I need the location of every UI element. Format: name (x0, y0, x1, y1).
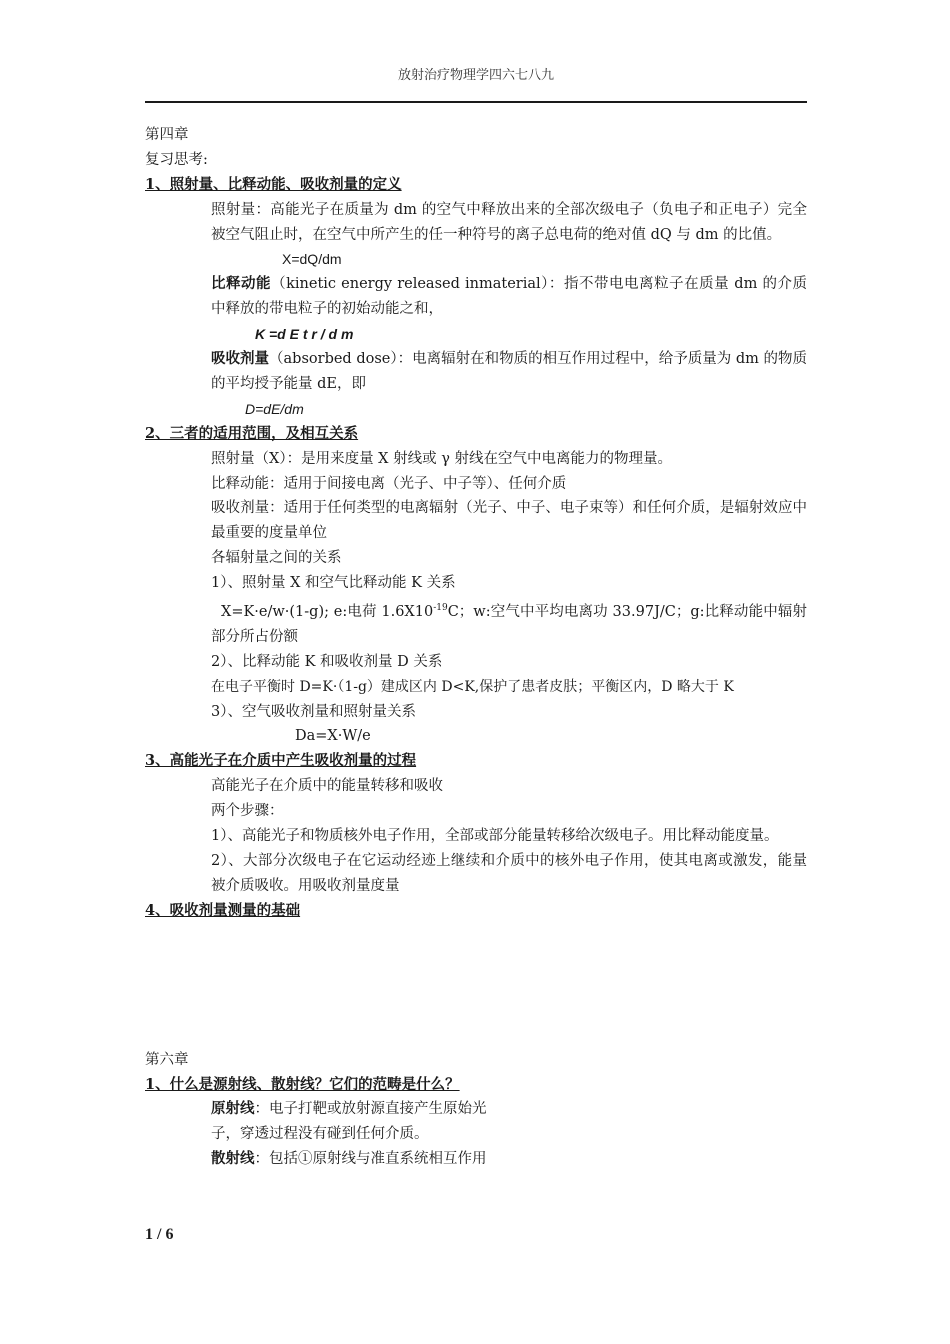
q3-line-3: 1）、高能光子和物质核外电子作用，全部或部分能量转移给次级电子。用比释动能度量。 (211, 828, 779, 845)
q2-line-7: 2）、比释动能 K 和吸收剂量 D 关系 (211, 653, 443, 670)
question-4-heading: 4、吸收剂量测量的基础 (145, 901, 301, 919)
q3-line-1: 高能光子在介质中的能量转移和吸收 (211, 778, 443, 795)
page-header: 放射治疗物理学四六七八九 (397, 68, 554, 83)
blank-space (145, 924, 807, 1048)
kerma-formula: K =d E t r / d m (255, 326, 354, 343)
kerma-definition-block (145, 272, 807, 322)
primary-ray-term: 原射线 (211, 1100, 255, 1118)
q2-line-1: 照射量（X）：是用来度量 X 射线或 γ 射线在空气中电离能力的物理量。 (211, 450, 672, 467)
exposure-definition: 照射量：高能光子在质量为 dm 的空气中释放出来的全部次级电子（负电子和正电子）完全被空气阻止时，在空气中所产生的任一种符号的离子总电荷的绝对值 dQ 与 dm 的比值。 (211, 201, 807, 243)
q2-line-8: 在电子平衡时 D=K·（1-g）建成区内 D<K,保护了患者皮肤；平衡区内，D 略大于 K (211, 678, 734, 695)
q3-line-4: 2）、大部分次级电子在它运动经迹上继续和介质中的核外电子作用，使其电离或激发，能量被介质吸收。用吸收剂量度量 (211, 852, 807, 894)
chapter-6-question-1-heading: 1、什么是源射线、散射线？它们的范畴是什么？ (145, 1075, 460, 1093)
question-2-heading: 2、三者的适用范围，及相互关系 (145, 424, 359, 442)
chapter-4-title: 第四章 (145, 127, 189, 143)
header-divider (145, 101, 807, 103)
q2-line-9: 3）、空气吸收剂量和照射量关系 (211, 703, 416, 720)
dose-definition-block (145, 347, 807, 397)
document-body (145, 123, 807, 1172)
scatter-ray-definition: ：包括①原射线与准直系统相互作用 (254, 1151, 487, 1168)
kerma-term: 比释动能 (211, 275, 272, 293)
q3-line-2: 两个步骤： (211, 803, 284, 820)
question-2-body (145, 447, 807, 750)
q2-line-6: X=K·e/w·(1-g); e:电荷 $1.6X10^{-19}C$；w:空气中平均电离功 33.97J/C；g:比释动能中辐射部分所占份额 (211, 603, 807, 645)
q2-line-2: 比释动能：适用于间接电离（光子、中子等）、任何介质 (211, 475, 567, 492)
q2-line-3: 吸收剂量：适用于任何类型的电离辐射（光子、中子、电子束等）和任何介质，是辐射效应中最重要的度量单位 (211, 500, 807, 542)
scatter-ray-term: 散射线 (211, 1150, 255, 1168)
chapter-6-question-1-body (145, 1097, 807, 1172)
q2-line-4: 各辐射量之间的关系 (211, 550, 342, 567)
dose-definition: （absorbed dose）：电离辐射在和物质的相互作用过程中，给予质量为 dm 的物质的平均授予能量 dE，即 (211, 351, 807, 392)
primary-ray-definition-2: 子，穿透过程没有碰到任何介质。 (211, 1126, 429, 1143)
q2-line-10: Da=X·W/e (295, 728, 371, 745)
kerma-definition: （kinetic energy released inmaterial）：指不带电电离粒子在质量 dm 的介质中释放的带电粒子的初始动能之和， (211, 276, 807, 318)
chapter-6-title: 第六章 (145, 1051, 189, 1068)
exposure-definition-block (145, 198, 807, 248)
primary-ray-definition-1: ：电子打靶或放射源直接产生原始光 (254, 1101, 487, 1118)
q2-line-5: 1）、照射量 X 和空气比释动能 K 关系 (211, 575, 456, 592)
question-1-heading: 1、照射量、比释动能、吸收剂量的定义 (145, 175, 402, 193)
question-3-body (145, 774, 807, 899)
review-label: 复习思考: (145, 151, 208, 168)
page-number: 1 / 6 (145, 1226, 174, 1243)
exposure-formula: X=dQ/dm (282, 251, 342, 268)
question-3-heading: 3、高能光子在介质中产生吸收剂量的过程 (145, 752, 417, 770)
dose-formula: D=dE/dm (245, 400, 304, 417)
dose-term: 吸收剂量 (211, 350, 270, 368)
